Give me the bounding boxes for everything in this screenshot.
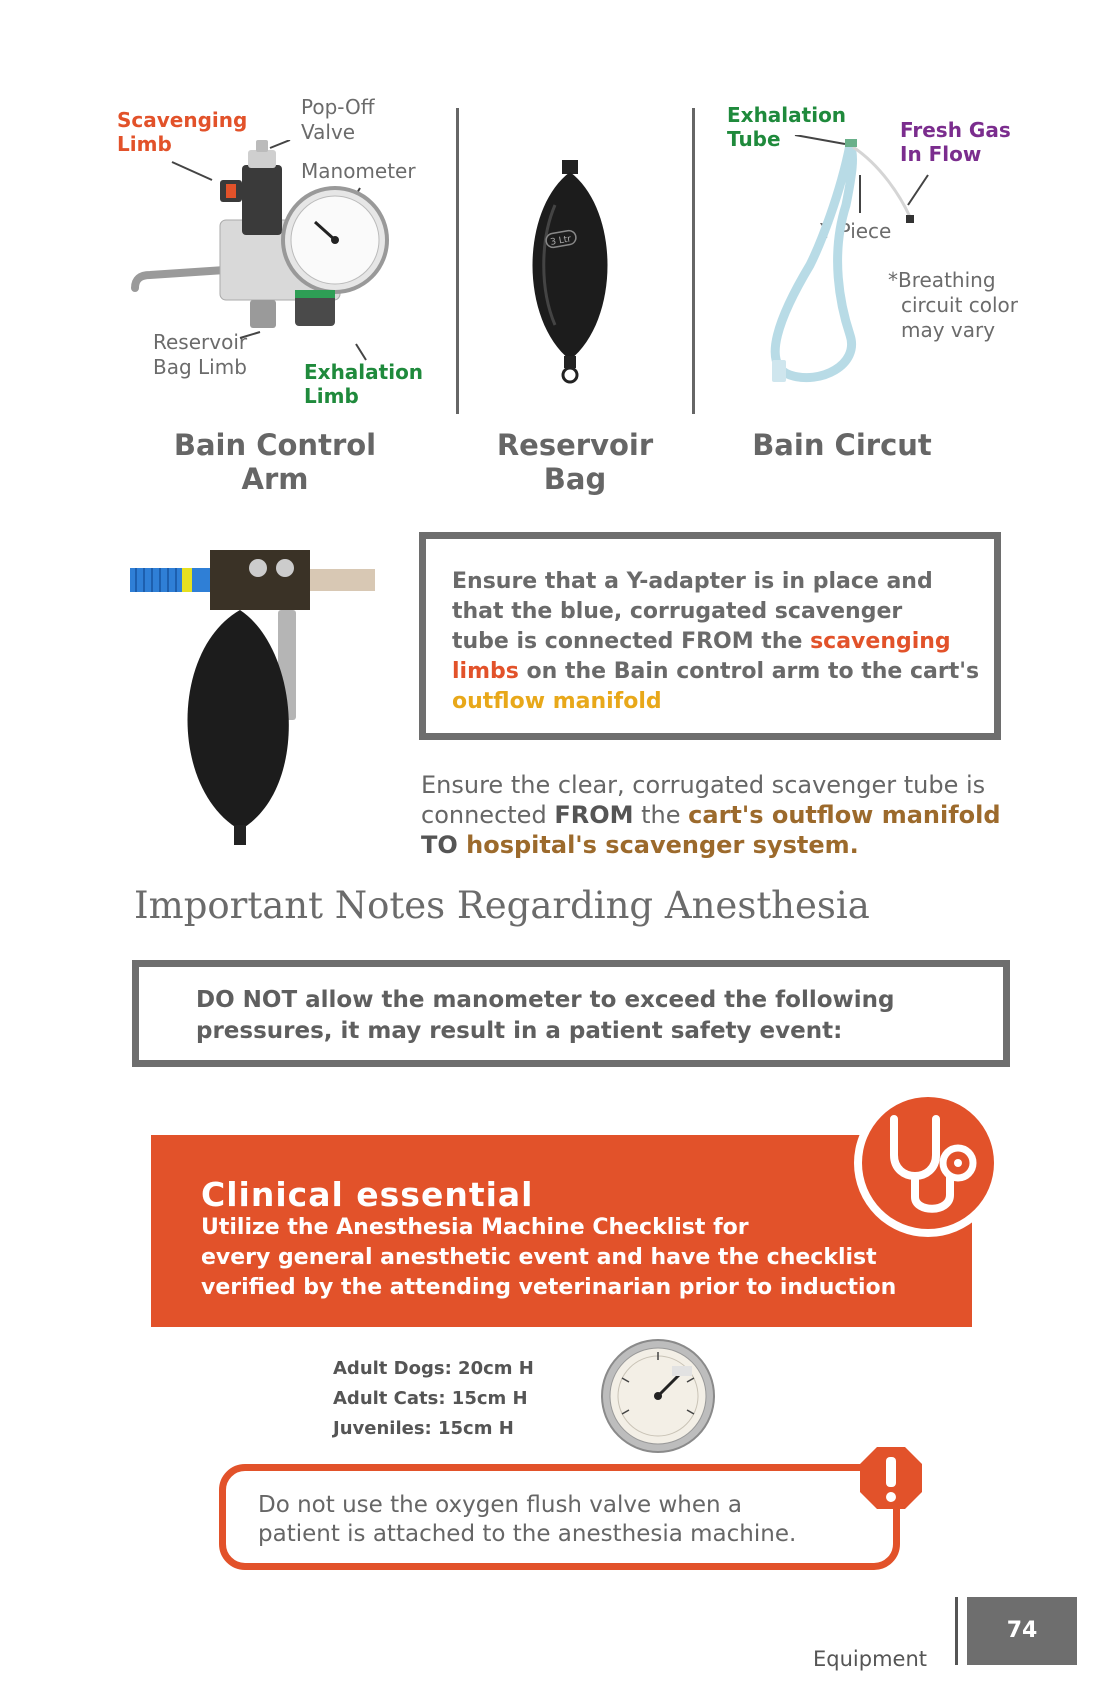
section-heading: Important Notes Regarding Anesthesia [134, 884, 870, 927]
page-number: 74 [967, 1597, 1077, 1665]
breathing-circuit-note: *Breathing circuit color may vary [888, 268, 1019, 342]
exclamation-icon [858, 1445, 924, 1511]
pressure-dogs: Adult Dogs: 20cm H [333, 1358, 534, 1379]
bain-control-arm-caption: Bain Control Arm [173, 428, 377, 496]
scavenging-limb-label: Scavenging Limb [117, 108, 248, 156]
scavenger-instruction-box: Ensure that a Y-adapter is in place and that the blue, corrugated scavenger tube is connected FROM the scavenging limbs on the Bain control arm to the cart's outflow manifold [419, 532, 1001, 740]
pressure-juveniles: Juveniles: 15cm H [333, 1418, 514, 1439]
manometer-label: Manometer [301, 159, 416, 183]
exhalation-tube-label: Exhalation Tube [727, 103, 847, 151]
divider [692, 108, 695, 414]
divider [456, 108, 459, 414]
pressure-limits-list [333, 1354, 534, 1444]
exhalation-limb-label: Exhalation Limb [304, 360, 424, 408]
oxygen-flush-warning-box: Do not use the oxygen flush valve when a patient is attached to the anesthesia machine. [219, 1464, 900, 1570]
stethoscope-icon [850, 1085, 1006, 1241]
y-piece-label: Y Piece [820, 219, 892, 243]
bain-circuit-caption: Bain Circut [752, 428, 932, 462]
manometer-gauge-image [600, 1338, 716, 1454]
footer-section-label: Equipment [813, 1647, 927, 1671]
reservoir-bag-caption: Reservoir Bag [496, 428, 654, 496]
pop-off-valve-label: Pop-Off Valve [301, 95, 375, 144]
reservoir-bag-limb-label: Reservoir Bag Limb [153, 330, 248, 379]
fresh-gas-label: Fresh Gas In Flow [900, 118, 1011, 166]
clinical-essential-title: Clinical essential [201, 1175, 534, 1214]
clinical-essential-banner: Clinical essential Utilize the Anesthesia Machine Checklist for every general anesthetic event and have the checklist verified by the attending veterinarian prior to induction [151, 1135, 972, 1327]
reservoir-bag-image [510, 160, 630, 385]
scavenger-assembly-image [130, 530, 380, 860]
manometer-warning-box: DO NOT allow the manometer to exceed the following pressures, it may result in a patient safety event: [132, 960, 1010, 1067]
bain-control-arm-image [130, 140, 400, 370]
footer-divider [955, 1597, 958, 1665]
clear-tube-note: Ensure the clear, corrugated scavenger tube is connected FROM the cart's outflow manifold TO hospital's scavenger system. [421, 771, 1001, 859]
bain-circuit-image [750, 135, 930, 395]
pressure-cats: Adult Cats: 15cm H [333, 1388, 528, 1409]
bag-capacity-text: 3 Ltr [549, 234, 572, 248]
